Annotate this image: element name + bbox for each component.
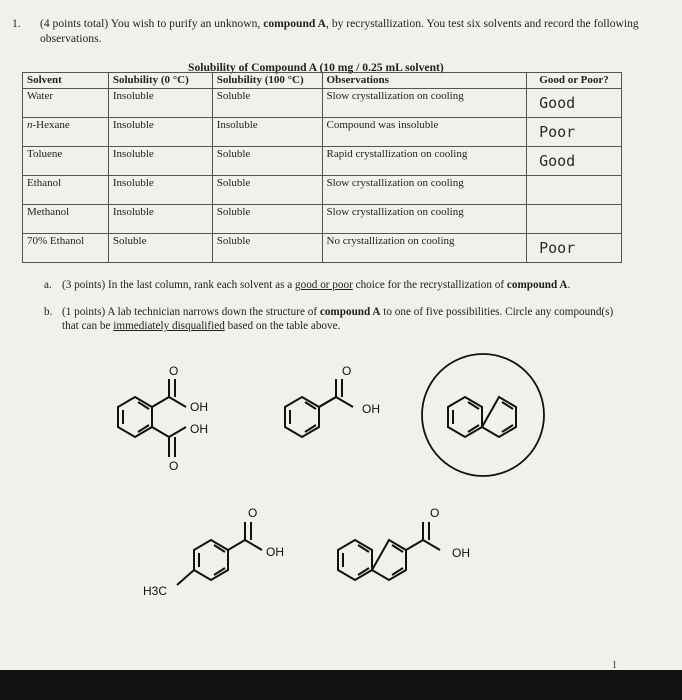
question-a-text: (3 points) In the last column, rank each solvent as a good or poor choice for the recrystallization of compound A. [62,279,571,291]
hydroxyl-label: OH [190,400,208,414]
question-1-text: (4 points total) You wish to purify an unknown, compound A, by recrystallization. You test six solvents and record the following observations. [40,17,639,45]
observation-cell: Slow crystallization on cooling [322,89,527,118]
solvent-cell: Methanol [23,205,109,234]
solvent-cell: Ethanol [23,176,109,205]
header-solubility-hot: Solubility (100 °C) [212,73,322,89]
solvent-cell: Water [23,89,109,118]
header-solubility-cold: Solubility (0 °C) [108,73,212,89]
cold-cell: Insoluble [108,176,212,205]
cold-cell: Insoluble [108,205,212,234]
hot-cell: Soluble [212,176,322,205]
question-b-label: b. [44,306,53,318]
cold-cell: Insoluble [108,118,212,147]
solvent-cell: 70% Ethanol [23,234,109,263]
hot-cell: Soluble [212,89,322,118]
answer-cell[interactable] [527,205,622,234]
hydroxyl-label: OH [452,546,470,560]
molecule-structures [0,340,682,620]
hydroxyl-label: OH [266,545,284,559]
oxygen-label: O [342,364,352,378]
hydroxyl-label: OH [362,402,380,416]
table-row [23,89,622,118]
oxygen-label: O [248,506,258,520]
hydroxyl-label: OH [190,422,208,436]
header-good-or-poor: Good or Poor? [527,73,622,89]
molecule-naphthoic-acid[interactable] [338,506,470,580]
molecule-benzoic-acid[interactable] [285,364,380,437]
table-row [23,234,622,263]
observation-cell: Slow crystallization on cooling [322,205,527,234]
hot-cell: Soluble [212,147,322,176]
page-number: 1 [612,660,617,670]
cold-cell: Soluble [108,234,212,263]
observation-cell: Slow crystallization on cooling [322,176,527,205]
table-row [23,205,622,234]
table-caption: Solubility of Compound A (10 mg / 0.25 mL solvent) [188,61,444,74]
header-solvent: Solvent [23,73,109,89]
hot-cell: Soluble [212,234,322,263]
table-row [23,118,622,147]
answer-cell[interactable] [527,176,622,205]
table-header-row [23,73,622,89]
molecule-toluic-acid[interactable] [143,506,284,598]
oxygen-label: O [169,364,179,378]
molecule-naphthalene[interactable] [422,354,544,476]
oxygen-label: O [430,506,440,520]
cold-cell: Insoluble [108,147,212,176]
question-b-text: (1 points) A lab technician narrows down the structure of compound A to one of five possibilities. Circle any compound(s) that can be immediately disqualified based on the table above. [62,306,614,332]
answer-cell[interactable]: Poor [527,234,622,263]
table-row [23,147,622,176]
header-observations: Observations [322,73,527,89]
hot-cell: Insoluble [212,118,322,147]
molecule-phthalic-acid[interactable] [118,364,208,473]
observation-cell: Compound was insoluble [322,118,527,147]
answer-cell[interactable]: Good [527,89,622,118]
solvent-cell: Toluene [23,147,109,176]
observation-cell: Rapid crystallization on cooling [322,147,527,176]
question-a-label: a. [44,279,52,291]
observation-cell: No crystallization on cooling [322,234,527,263]
answer-cell[interactable]: Good [527,147,622,176]
cold-cell: Insoluble [108,89,212,118]
solvent-cell: n-Hexane [23,118,109,147]
table-row [23,176,622,205]
solubility-table [22,72,622,263]
answer-cell[interactable]: Poor [527,118,622,147]
methyl-label: H3C [143,584,168,598]
question-number: 1. [12,17,21,30]
hot-cell: Soluble [212,205,322,234]
oxygen-label: O [169,459,179,473]
